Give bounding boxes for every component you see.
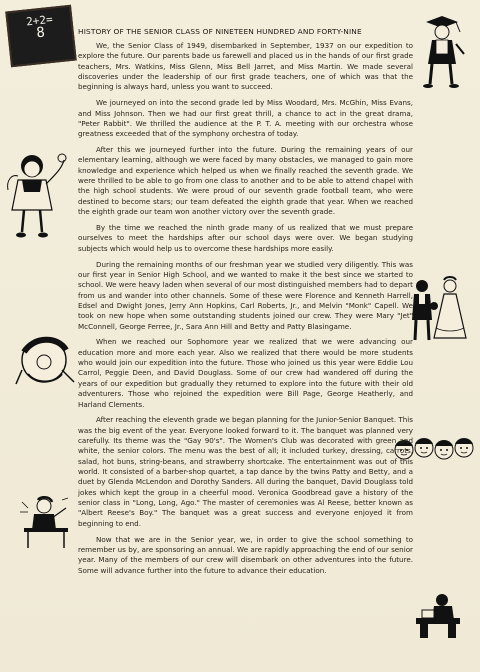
paragraph: During the remaining months of our freshman year we studied very diligently. This was our first year in Senior High School, and we wanted to make it the best since we started to school. We were heavy laden when several of our most distinguished members had to depart from us and wander into other channels. Some of these were Florence and Kenneth Harrell, Edsel and Dwight Jones, Jerry Ann Hopkins, Carl Roberts, Jr., and Melvin "Monk" Capell. We took on new hope when some outstanding students joined our crew. They were Mary "Jet" McConnell, George Ferree, Jr., Sara Ann Hill and Betty and Patty Blasingame. bbox=[78, 259, 413, 331]
chalkboard-illustration bbox=[5, 5, 76, 68]
paragraph: After reaching the eleventh grade we began planning for the Junior-Senior Banquet. This was the big event of the year. Everyone looked forward to it. The banquet was planned very carefully. Its theme was the "Gay 90's". The Women's Club was decorated with green and white, the senior colors. The menu was the best of all; it included turkey, dressing, carrots, salad, hot buns, string-beans, and strawberry shortcake. The entertainment was out of this world. It consisted of a barber-shop quartet, a tap dance by the twins Patty and Betty, and a duet by Glenda McLendon and Dorothy Sanders. All during the banquet, David Douglass told jokes which kept the group in a cheerful mood. Veronica Goodbread gave a history of the senior class in "Long, Long, Ago." The master of ceremonies was Al Reese, better known as "Albert Reese's Boy." The banquet was a great success and everyone enjoyed it from beginning to end. bbox=[78, 415, 413, 528]
paragraph: We journeyed on into the second grade led by Miss Woodard, Mrs. McGhin, Miss Evans, and Miss Johnson. Then we had our first great thrill, a chance to act in the great drama, "Peter Rabbit". We thrilled the audience at the P. T. A. meeting with our orchestra whose greatness exceeded that of the symphony orchestra of today. bbox=[78, 98, 413, 139]
schoolgirl-illustration bbox=[4, 150, 68, 242]
student-at-desk-illustration bbox=[18, 496, 74, 552]
paragraph: When we reached our Sophomore year we realized that we were advancing our education more and more each year. Also we realized that there would be more students who would join our expedition into the future. Those who joined us this year were Eddie Lou Carrol, Peggie Deen, and David Douglass. Some of our crew had wandered off during the years of our expedition but gradually they returned to explore into the future with their old adventurers. Those who rejoined the expedition were Bill Page, George Heatherly, and Harland Clements. bbox=[78, 337, 413, 409]
paragraph: After this we journeyed further into the future. During the remaining years of our elementary learning, although we were faced by many obstacles, we managed to gain more knowledge and experience which helped us when we finally reached the seventh grade. We were thrilled to be able to go from one class to another and to be able to attend chapel with the high school students. We were proud of our seventh grade football team, who were destined to become stars; our team defeated the eighth grade that year. When we reached the eighth grade our team won another victory over the seventh grade. bbox=[78, 145, 413, 217]
student-reading-illustration bbox=[412, 590, 464, 640]
history-body bbox=[78, 41, 413, 582]
page-title: HISTORY OF THE SENIOR CLASS OF NINETEEN HUNDRED AND FORTY-NINE bbox=[78, 27, 362, 36]
paragraph: We, the Senior Class of 1949, disembarked in September, 1937 on our expedition to explore the future. Our parents bade us farewell and placed us in the hands of our first grade teachers, Mrs. Watkins, Miss Glenn, Miss Bell Jarret, and Miss Martin. We made several discoveries under the leadership of our first grade teachers, one of which was that the beginning is always hard, unless you want to succeed. bbox=[78, 41, 413, 92]
chalkboard-equation bbox=[8, 11, 72, 43]
graduate-illustration bbox=[416, 14, 468, 90]
dancing-couple-illustration bbox=[404, 276, 470, 346]
paragraph: Now that we are in the Senior year, we, in order to give the school something to remember us by, are sponsoring an annual. We are rapidly approaching the end of our senior year. Many of the members of our crew will disembark on other adventures into the future. Some will advance further into the future to advance their education. bbox=[78, 534, 413, 575]
chalkboard-line-1: 2+2= bbox=[25, 12, 54, 29]
curled-figure-illustration bbox=[14, 330, 78, 392]
chalkboard-line-2: 8 bbox=[35, 24, 46, 42]
paragraph: By the time we reached the ninth grade many of us realized that we must prepare ourselves to meet the hardships after our school days were over. We began studying subjects which would help us to overcome these hardships more easily. bbox=[78, 223, 413, 253]
